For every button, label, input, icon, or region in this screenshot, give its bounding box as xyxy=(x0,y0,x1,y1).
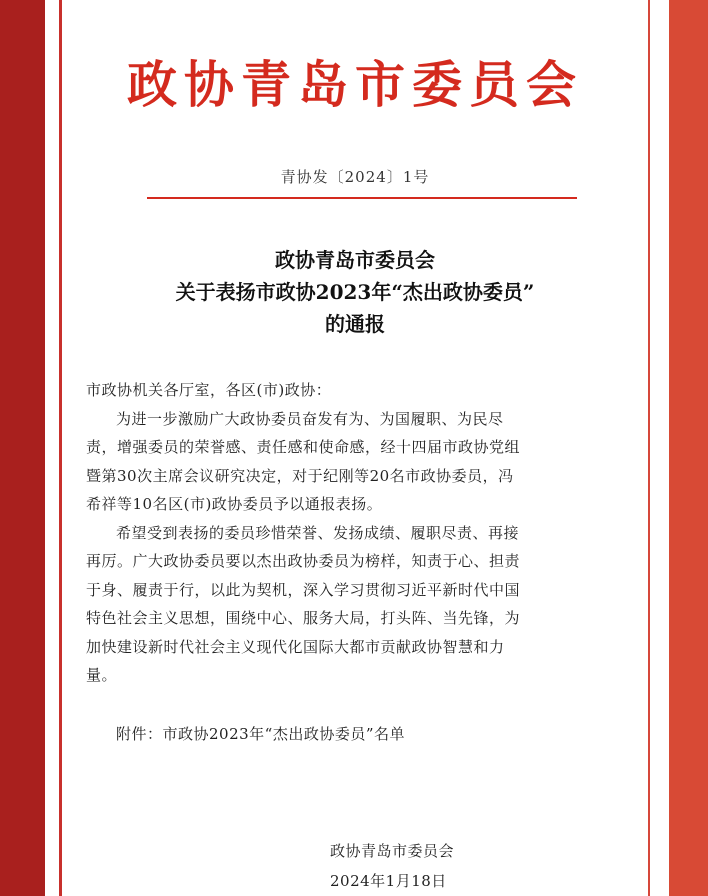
issue-date: 2024年1月18日 xyxy=(330,872,447,890)
left-white-gap xyxy=(45,0,59,896)
body-paragraph-2: 希望受到表扬的委员珍惜荣誉、发扬成绩、履职尽责、再接再厉。广大政协委员要以杰出政协委员为榜样，知责于心、担责于身、履责于行，以此为契机，深入学习贯彻习近平新时代中国特色社会主义思想，围绕中心、服务大局，打头阵、当先锋，为加快建设新时代社会主义现代化国际大都市贡献政协智慧和力量。 xyxy=(86,523,521,684)
notice-title-line2: 关于表扬市政协2023年“杰出政协委员” xyxy=(175,280,535,304)
notice-title-line3: 的通报 xyxy=(325,312,385,336)
body-paragraph-1: 为进一步激励广大政协委员奋发有为、为国履职、为民尽责，增强委员的荣誉感、责任感和使命感，经十四届市政协党组暨第30次主席会议研究决定，对于纪刚等20名市政协委员，冯希祥等10名区(市)政协委员予以通报表扬。 xyxy=(86,409,521,513)
letterhead-title: 政协青岛市委员会 xyxy=(127,55,583,114)
attachment-line: 附件：市政协2023年“杰出政协委员”名单 xyxy=(116,725,406,743)
document-number: 青协发〔2024〕1号 xyxy=(280,168,430,186)
notice-title-line1: 政协青岛市委员会 xyxy=(275,248,435,272)
right-red-border xyxy=(669,0,708,896)
issuer-signature: 政协青岛市委员会 xyxy=(330,842,455,860)
salutation: 市政协机关各厅室，各区(市)政协： xyxy=(86,381,332,399)
notice-body xyxy=(86,376,522,690)
left-red-border xyxy=(0,0,45,896)
letterhead-red-rule xyxy=(147,197,577,199)
notice-title xyxy=(62,244,648,340)
right-red-line xyxy=(648,0,650,896)
